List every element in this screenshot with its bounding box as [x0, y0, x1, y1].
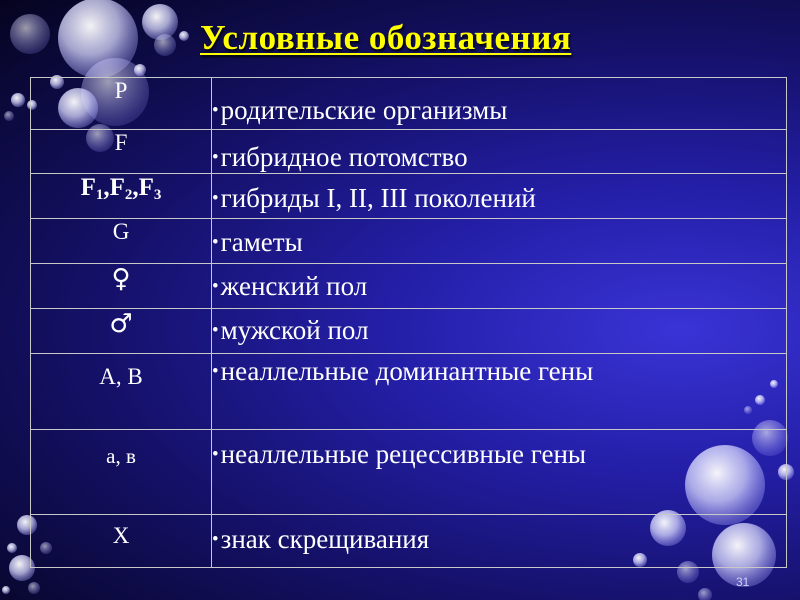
table-row — [31, 515, 787, 568]
description-cell — [212, 515, 787, 568]
description-cell — [212, 78, 787, 130]
generation-symbols: $F_1,F_2,F_3$ — [80, 174, 162, 203]
symbol-cell: А, В — [31, 354, 212, 430]
symbol-cell: F — [31, 130, 212, 174]
description-text: • женский пол — [212, 271, 367, 302]
description-cell — [212, 354, 787, 430]
symbol-cell: P — [31, 78, 212, 130]
table-row — [31, 430, 787, 515]
symbol-cell — [31, 174, 212, 219]
description-cell — [212, 219, 787, 264]
male-symbol-icon: ♂ — [31, 309, 212, 354]
description-text: • гибридное потомство — [212, 142, 468, 173]
legend-table — [30, 77, 787, 568]
table-row — [31, 130, 787, 174]
female-symbol-icon: ♀ — [31, 264, 212, 309]
description-text: • знак скрещивания — [212, 524, 429, 555]
table-row — [31, 219, 787, 264]
page-number: 31 — [736, 575, 750, 589]
description-cell — [212, 264, 787, 309]
description-cell — [212, 309, 787, 354]
table-row — [31, 174, 787, 219]
symbol-cell: Х — [31, 515, 212, 568]
symbol-cell: а, в — [31, 430, 212, 515]
description-text: • гаметы — [212, 227, 303, 258]
table-row — [31, 78, 787, 130]
symbol-cell: G — [31, 219, 212, 264]
description-text: • гибриды I, II, III поколений — [212, 183, 536, 214]
description-text: • неаллельные рецессивные гены — [212, 439, 586, 470]
table-row — [31, 309, 787, 354]
description-cell — [212, 430, 787, 515]
table-row — [31, 264, 787, 309]
description-cell — [212, 130, 787, 174]
description-text: • неаллельные доминантные гены — [212, 356, 593, 387]
description-cell — [212, 174, 787, 219]
description-text: • родительские организмы — [212, 95, 507, 126]
table-row — [31, 354, 787, 430]
description-text: • мужской пол — [212, 315, 369, 346]
slide-title: Условные обозначения — [200, 18, 572, 57]
